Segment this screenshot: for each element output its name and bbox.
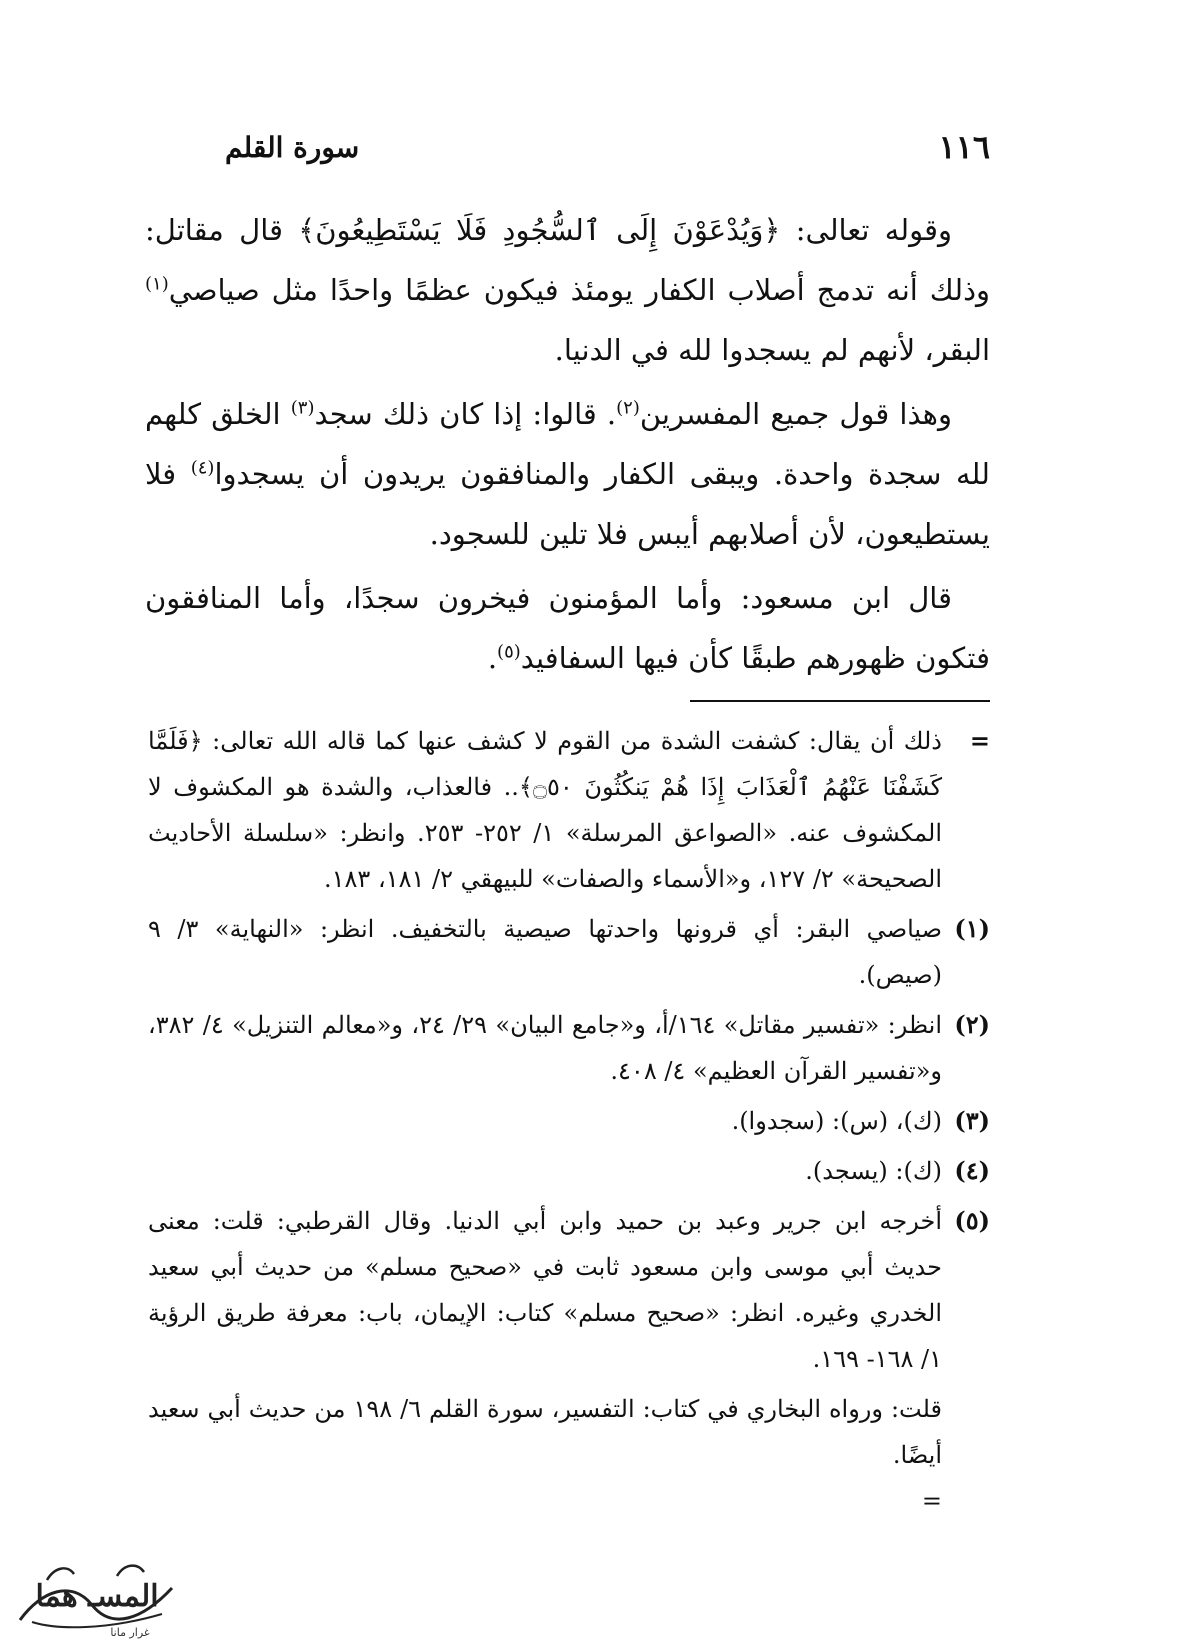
footnote-ref-4[interactable]: (٤) bbox=[190, 457, 215, 479]
surah-title: سورة القلم bbox=[225, 130, 360, 164]
quran-verse: ﴿فَلَمَّا كَشَفْنَا عَنْهُمُ ٱلْعَذَابَ إِذَا هُمْ يَنكُثُونَ ۝٥٠﴾ bbox=[148, 727, 943, 801]
paragraph-text: . قالوا: إذا كان ذلك سجد bbox=[314, 397, 617, 431]
paragraph-text: قال مقاتل: وذلك أنه تدمج أصلاب الكفار يومئذ فيكون عظمًا واحدًا مثل صياصي bbox=[145, 213, 990, 307]
footnote-5-continuation bbox=[148, 1386, 990, 1524]
paragraph-text: قال ابن مسعود: وأما المؤمنون فيخرون سجدًا، وأما المنافقون فتكون ظهورهم طبقًا كأن فيها السفافيد bbox=[145, 581, 990, 675]
main-text bbox=[145, 200, 990, 692]
quran-verse: ﴿وَيُدْعَوْنَ إِلَى ٱلسُّجُودِ فَلَا يَسْتَطِيعُونَ﴾ bbox=[298, 213, 781, 247]
watermark-subtext: غرار مانا bbox=[110, 1626, 150, 1639]
footnote-text: انظر: «تفسير مقاتل» ١٦٤/أ، و«جامع البيان» ٢٩/ ٢٤، و«معالم التنزيل» ٤/ ٣٨٢، و«تفسير القرآن العظيم» ٤/ ٤٠٨. bbox=[148, 1011, 943, 1085]
page-number: ١١٦ bbox=[938, 128, 990, 166]
footnote-marker: (٤) bbox=[954, 1156, 990, 1185]
footnote-text-part: .. فالعذاب، والشدة هو المكشوف لا المكشوف عنه. «الصواعق المرسلة» ١/ ٢٥٢- ٢٥٣. وانظر: «سلسلة الأحاديث الصحيحة» ٢/ ١٢٧، و«الأسماء والصفات» للبيهقي ٢/ ١٨١، ١٨٣. bbox=[148, 773, 942, 893]
footnote-ref-5[interactable]: (٥) bbox=[497, 641, 521, 663]
footnote-text bbox=[148, 718, 942, 902]
paragraph-3 bbox=[145, 568, 990, 688]
footnote-4 bbox=[148, 1148, 990, 1194]
paragraph-text: البقر، لأنهم لم يسجدوا لله في الدنيا. bbox=[554, 333, 990, 367]
footnote-text: (ك)، (س): (سجدوا). bbox=[731, 1107, 942, 1135]
footnote-ref-2[interactable]: (٢) bbox=[616, 397, 640, 419]
footnote-marker: (٥) bbox=[954, 1206, 990, 1235]
footnote-text: صياصي البقر: أي قرونها واحدتها صيصية بالتخفيف. انظر: «النهاية» ٣/ ٩ (صيص). bbox=[148, 915, 943, 989]
footnote-text: قلت: ورواه البخاري في كتاب: التفسير، سورة القلم ٦/ ١٩٨ من حديث أبي سعيد أيضًا. bbox=[148, 1395, 943, 1469]
paragraph-text: الخلق كلهم لله سجدة واحدة. ويبقى الكفار والمنافقون يريدون أن يسجدوا bbox=[145, 397, 990, 491]
paragraph-1 bbox=[145, 200, 990, 380]
paragraph-text: . bbox=[487, 641, 498, 675]
footnote-marker: (٣) bbox=[954, 1106, 990, 1135]
footnotes bbox=[148, 718, 990, 1524]
footnote-ref-1[interactable]: (١) bbox=[145, 273, 169, 295]
footnote-divider bbox=[690, 700, 990, 702]
paragraph-text: وقوله تعالى: bbox=[780, 213, 952, 247]
footnote-marker: (٢) bbox=[954, 1010, 990, 1039]
footnote-text: (ك): (يسجد). bbox=[805, 1157, 942, 1185]
footnote-3 bbox=[148, 1098, 990, 1144]
page-header bbox=[225, 128, 990, 166]
paragraph-2 bbox=[145, 384, 990, 564]
footnote-marker: = bbox=[969, 726, 990, 755]
footnote-ref-3[interactable]: (٣) bbox=[290, 397, 315, 419]
paragraph-text: وهذا قول جميع المفسرين bbox=[639, 397, 952, 431]
footnote-1 bbox=[148, 906, 990, 998]
footnote-2 bbox=[148, 1002, 990, 1094]
footnote-marker: (١) bbox=[954, 914, 990, 943]
footnote-text-part: ذلك أن يقال: كشفت الشدة من القوم لا كشف عنها كما قاله الله تعالى: bbox=[202, 727, 942, 755]
footnote-continued bbox=[148, 718, 990, 902]
footnote-5 bbox=[148, 1198, 990, 1382]
watermark-text: المسـ هما bbox=[35, 1579, 159, 1614]
continuation-marker: = bbox=[921, 1487, 942, 1515]
footnote-text: أخرجه ابن جرير وعبد بن حميد وابن أبي الدنيا. وقال القرطبي: قلت: معنى حديث أبي موسى وابن مسعود ثابت في «صحيح مسلم» من حديث أبي سعيد الخدري وغيره. انظر: «صحيح مسلم» كتاب: الإيمان، باب: معرفة طريق الرؤية ١/ ١٦٨- ١٦٩. bbox=[148, 1207, 942, 1373]
watermark-logo bbox=[12, 1550, 182, 1640]
paragraph-text: فلا يستطيعون، لأن أصلابهم أيبس فلا تلين للسجود. bbox=[145, 457, 990, 551]
